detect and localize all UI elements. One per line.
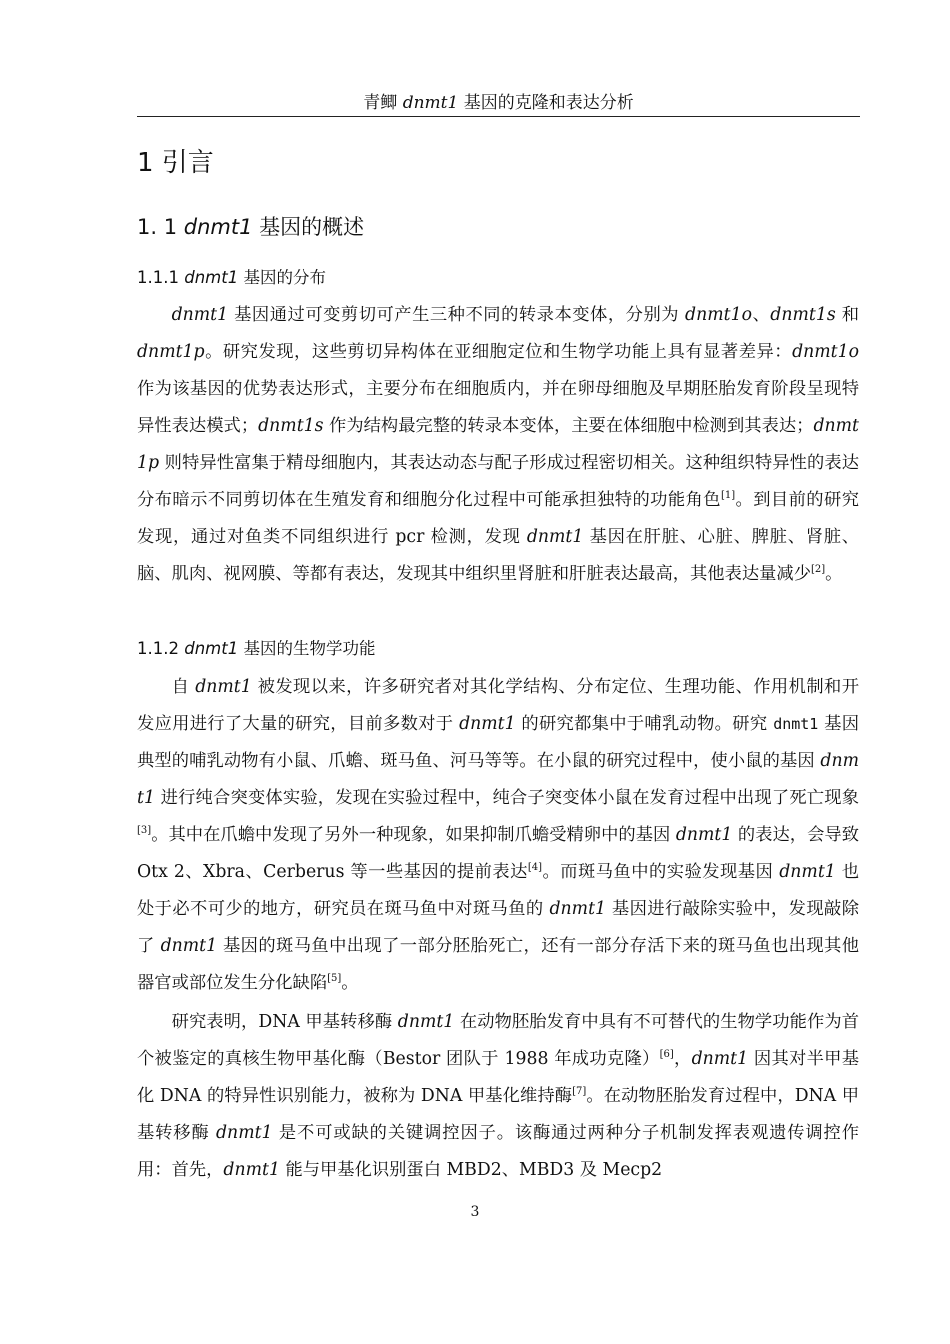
heading-number: 1. 1 bbox=[137, 215, 184, 239]
section-heading-1: 1 引言 bbox=[137, 148, 214, 178]
text-run: 。 bbox=[825, 564, 843, 584]
gene-name: dnmt1o bbox=[685, 305, 752, 325]
citation-ref: [1] bbox=[720, 490, 736, 501]
citation-ref: [7] bbox=[572, 1086, 587, 1097]
gene-name: dnmt1 bbox=[195, 677, 252, 697]
header-text-post: 基因的克隆和表达分析 bbox=[458, 93, 634, 113]
heading-gene: dnmt1 bbox=[183, 215, 253, 239]
text-run: 基因在肝脏、心脏、脾脏、肾脏、脑、肌肉、视网膜、等都有表达，发现其中组织里肾脏和肝脏表达最高，其他表达量减少 bbox=[137, 527, 860, 584]
section-heading-1-1-1 bbox=[137, 265, 326, 291]
paragraph-1 bbox=[137, 297, 859, 593]
gene-name: dnmt1 bbox=[171, 305, 229, 325]
text-run: 和 bbox=[835, 305, 859, 325]
text-run: 基因典型的哺乳动物有小鼠、爪蟾、斑马鱼、河马等等。在小鼠的研究过程中，使小鼠的基因 bbox=[137, 714, 859, 771]
text-run: 作为该基因的优势表达形式，主要分布在细胞质内，并在卵母细胞及早期胚胎发育阶段呈现特异性表达模式； bbox=[137, 379, 859, 436]
gene-name: dnmt1 bbox=[526, 527, 584, 547]
gene-name: dnmt1o bbox=[792, 342, 859, 362]
paragraph-3 bbox=[137, 1004, 859, 1189]
heading-gene: dnmt1 bbox=[184, 268, 239, 287]
gene-name: dnmt1 bbox=[459, 714, 516, 734]
text-run: 被发现以来，许多研究者对其化学结构、分布定位、生理功能、作用机制和开发应用进行了大量的研究，目前多数对于 bbox=[137, 677, 860, 734]
gene-name: dnmt1p bbox=[137, 342, 205, 362]
text-run: 则特异性富集于精母细胞内，其表达动态与配子形成过程密切相关。这种组织特异性的表达分布暗示不同剪切体在生殖发育和细胞分化过程中可能承担独特的功能角色 bbox=[137, 453, 859, 510]
header-gene: dnmt1 bbox=[402, 93, 459, 113]
gene-name: dnmt1 bbox=[216, 1123, 273, 1143]
section-heading-1-1-2 bbox=[137, 636, 375, 662]
citation-ref: [5] bbox=[327, 973, 342, 984]
text-run: 、 bbox=[751, 305, 771, 325]
gene-name: dnmt1 bbox=[137, 751, 859, 808]
running-header bbox=[137, 92, 860, 117]
gene-name: dnmt1 bbox=[223, 1160, 280, 1180]
text-run: 的表达，会导致 Otx 2、Xbra、Cerberus 等一些基因的提前表达 bbox=[137, 825, 859, 882]
text-run: 。研究发现，这些剪切异构体在亚细胞定位和生物学功能上具有显著差异： bbox=[204, 342, 793, 362]
text-run: 。而斑马鱼中的实验发现基因 bbox=[542, 862, 780, 882]
text-run: 的研究都集中于哺乳动物。研究 bbox=[515, 714, 774, 734]
text-run: 研究表明，DNA 甲基转移酶 bbox=[171, 1012, 398, 1032]
citation-ref: [3] bbox=[137, 825, 152, 836]
text-run: 也处于必不可少的地方，研究员在斑马鱼中对斑马鱼的 bbox=[137, 862, 860, 919]
gene-name: dnmt1p bbox=[137, 416, 859, 473]
citation-ref: [4] bbox=[527, 862, 543, 873]
heading-number: 1.1.2 bbox=[137, 639, 185, 658]
text-run: 。其中在爪蟾中发现了另外一种现象，如果抑制爪蟾受精卵中的基因 bbox=[151, 825, 676, 845]
heading-number: 1.1.1 bbox=[137, 268, 185, 287]
text-run: ， bbox=[673, 1049, 692, 1069]
text-run: 进行纯合突变体实验，发现在实验过程中，纯合子突变体小鼠在发育过程中出现了死亡现象 bbox=[154, 788, 859, 808]
text-run: 因其对半甲基化 DNA 的特异性识别能力，被称为 DNA 甲基化维持酶 bbox=[137, 1049, 859, 1106]
gene-name-mono: dnmt1 bbox=[773, 715, 819, 733]
text-run: 。在动物胚胎发育过程中，DNA 甲基转移酶 bbox=[137, 1086, 860, 1143]
gene-name: dnmt1 bbox=[691, 1049, 749, 1069]
text-run: 。 bbox=[341, 973, 359, 993]
header-text-pre: 青鲫 bbox=[363, 93, 403, 113]
section-heading-1-1 bbox=[137, 212, 364, 242]
text-run: 能与甲基化识别蛋白 MBD2、MBD3 及 Mecp2 bbox=[279, 1160, 663, 1180]
gene-name: dnmt1 bbox=[549, 899, 607, 919]
text-run: 在动物胚胎发育中具有不可替代的生物学功能作为首个被鉴定的真核生物甲基化酶（Bestor 团队于 1988 年成功克隆） bbox=[137, 1012, 859, 1069]
text-run: 。到目前的研究发现，通过对鱼类不同组织进行 pcr 检测，发现 bbox=[137, 490, 859, 547]
text-run: 是不可或缺的关键调控因子。该酶通过两种分子机制发挥表观遗传调控作用：首先， bbox=[137, 1123, 859, 1180]
text-run: 基因通过可变剪切可产生三种不同的转录本变体，分别为 bbox=[228, 305, 686, 325]
heading-gene: dnmt1 bbox=[184, 639, 239, 658]
heading-text: 基因的概述 bbox=[252, 215, 365, 239]
text-run: 自 bbox=[171, 677, 196, 697]
gene-name: dnmt1s bbox=[770, 305, 836, 325]
citation-ref: [6] bbox=[659, 1049, 674, 1060]
gene-name: dnmt1 bbox=[779, 862, 836, 882]
text-run: 基因进行敲除实验中，发现敲除了 bbox=[137, 899, 859, 956]
text-run: 作为结构最完整的转录本变体，主要在体细胞中检测到其表达； bbox=[323, 416, 814, 436]
gene-name: dnmt1 bbox=[397, 1012, 455, 1032]
text-run: 基因的斑马鱼中出现了一部分胚胎死亡，还有一部分存活下来的斑马鱼也出现其他器官或部位发生分化缺陷 bbox=[137, 936, 859, 993]
heading-text: 基因的分布 bbox=[238, 268, 326, 287]
heading-text: 基因的生物学功能 bbox=[238, 639, 376, 658]
paragraph-2 bbox=[137, 669, 859, 1002]
citation-ref: [2] bbox=[810, 564, 826, 575]
gene-name: dnmt1s bbox=[258, 416, 324, 436]
page-number: 3 bbox=[470, 1204, 480, 1220]
gene-name: dnmt1 bbox=[160, 936, 218, 956]
gene-name: dnmt1 bbox=[675, 825, 733, 845]
